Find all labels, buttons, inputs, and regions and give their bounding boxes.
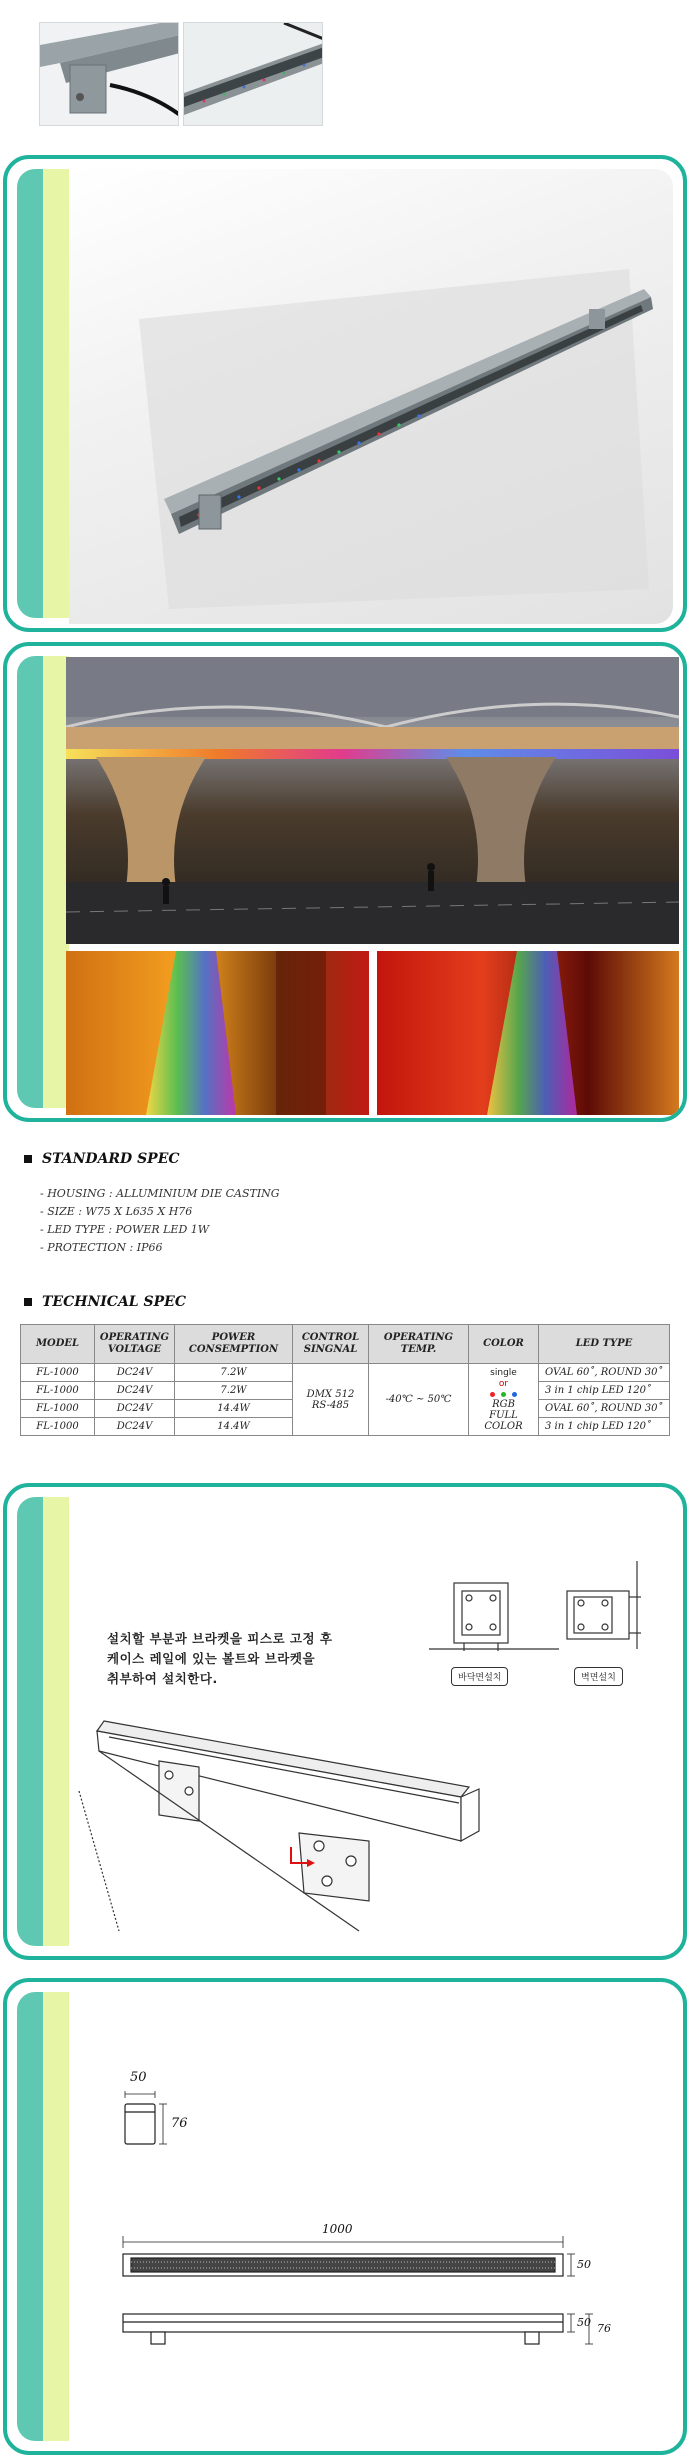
installation-diagram-panel [3, 1483, 687, 1960]
color-line: RGB [492, 1398, 515, 1410]
standard-spec-list [40, 1185, 280, 1257]
bullet-square-icon [24, 1155, 32, 1163]
header-led-type: LED TYPE [539, 1325, 670, 1364]
lime-accent-strip [43, 1497, 69, 1946]
spec-item: - SIZE : W75 X L635 X H76 [40, 1205, 193, 1218]
bridge-night-photo [66, 657, 679, 944]
color-line: COLOR [484, 1420, 523, 1432]
product-thumbnails [39, 22, 323, 126]
teal-accent-strip [17, 169, 43, 618]
dimension-drawing-panel [3, 1978, 687, 2455]
color-or: or [498, 1378, 509, 1389]
installation-photo-panel [3, 642, 687, 1122]
cell-model: FL-1000 [21, 1364, 95, 1382]
cell-control [293, 1364, 369, 1436]
lime-accent-strip [43, 169, 69, 618]
cell-power: 7.2W [175, 1364, 293, 1382]
header-power: POWER CONSEMPTION [175, 1325, 293, 1364]
dimension-drawing [69, 1992, 679, 2432]
header-temp: OPERATING TEMP. [369, 1325, 469, 1364]
dim-height-label: 76 [171, 2116, 188, 2131]
instruction-line: 케이스 레일에 있는 볼트와 브라켓을 [107, 1651, 316, 1666]
header-color: COLOR [469, 1325, 539, 1364]
instruction-line: 설치할 부분과 브라켓을 피스로 고정 후 [107, 1631, 333, 1646]
table-row [21, 1364, 670, 1382]
standard-spec-title: STANDARD SPEC [42, 1151, 180, 1167]
cell-model: FL-1000 [21, 1400, 95, 1418]
header-model: MODEL [21, 1325, 95, 1364]
lime-accent-strip [43, 1992, 69, 2441]
bracket-closeup-image [39, 22, 179, 126]
tunnel-photo-warm [66, 951, 369, 1115]
cell-led-type: OVAL 60˚, ROUND 30˚ [539, 1400, 670, 1418]
mounting-bar-drawing [79, 1721, 479, 1931]
product-photo-panel [3, 155, 687, 632]
header-control: CONTROL SINGNAL [293, 1325, 369, 1364]
dim-bottom-height-label: 76 [597, 2322, 611, 2335]
teal-accent-strip [17, 656, 43, 1108]
standard-spec-heading [24, 1151, 180, 1167]
cell-power: 14.4W [175, 1418, 293, 1436]
cell-led-type: 3 in 1 chip LED 120˚ [539, 1382, 670, 1400]
dim-length-label: 1000 [322, 2222, 353, 2236]
cell-color [469, 1364, 539, 1436]
side-view-drawing [123, 2314, 593, 2344]
wall-mount-drawing [567, 1561, 641, 1649]
control-line: DMX 512 [306, 1388, 355, 1400]
end-view-drawing [125, 2091, 167, 2144]
dim-width-label: 50 [130, 2070, 147, 2085]
color-line: FULL [489, 1409, 518, 1421]
led-closeup-image [183, 22, 323, 126]
cell-power: 7.2W [175, 1382, 293, 1400]
cell-led-type: 3 in 1 chip LED 120˚ [539, 1418, 670, 1436]
top-view-drawing [123, 2236, 575, 2276]
spec-item: - PROTECTION : IP66 [40, 1241, 163, 1254]
cell-power: 14.4W [175, 1400, 293, 1418]
header-voltage: OPERATING VOLTAGE [95, 1325, 175, 1364]
product-render-image [69, 169, 673, 624]
dim-bottom-width-label: 50 [577, 2316, 591, 2329]
cell-temp: -40℃ ~ 50℃ [369, 1364, 469, 1436]
technical-spec-title: TECHNICAL SPEC [42, 1294, 186, 1310]
rgb-dots-icon [472, 1392, 535, 1397]
bullet-square-icon [24, 1298, 32, 1306]
instruction-line: 취부하여 설치한다. [107, 1671, 218, 1686]
control-line: RS-485 [311, 1399, 350, 1411]
cell-voltage: DC24V [95, 1382, 175, 1400]
cell-led-type: OVAL 60˚, ROUND 30˚ [539, 1364, 670, 1382]
cell-voltage: DC24V [95, 1400, 175, 1418]
cell-voltage: DC24V [95, 1364, 175, 1382]
teal-accent-strip [17, 1497, 43, 1946]
floor-mount-label: 바닥면설치 [451, 1667, 508, 1686]
technical-spec-table [20, 1324, 670, 1436]
spec-item: - LED TYPE : POWER LED 1W [40, 1223, 210, 1236]
cell-model: FL-1000 [21, 1382, 95, 1400]
wall-mount-label: 벽면설치 [574, 1667, 623, 1686]
dim-side-height-label: 50 [577, 2258, 591, 2271]
spec-item: - HOUSING : ALLUMINIUM DIE CASTING [40, 1187, 280, 1200]
technical-spec-heading [24, 1294, 186, 1310]
cell-model: FL-1000 [21, 1418, 95, 1436]
tunnel-photo-red [377, 951, 679, 1115]
cell-voltage: DC24V [95, 1418, 175, 1436]
color-single: single [490, 1367, 517, 1378]
teal-accent-strip [17, 1992, 43, 2441]
floor-mount-drawing [429, 1583, 559, 1651]
installation-drawing [69, 1501, 687, 1941]
installation-instructions [107, 1629, 332, 1689]
